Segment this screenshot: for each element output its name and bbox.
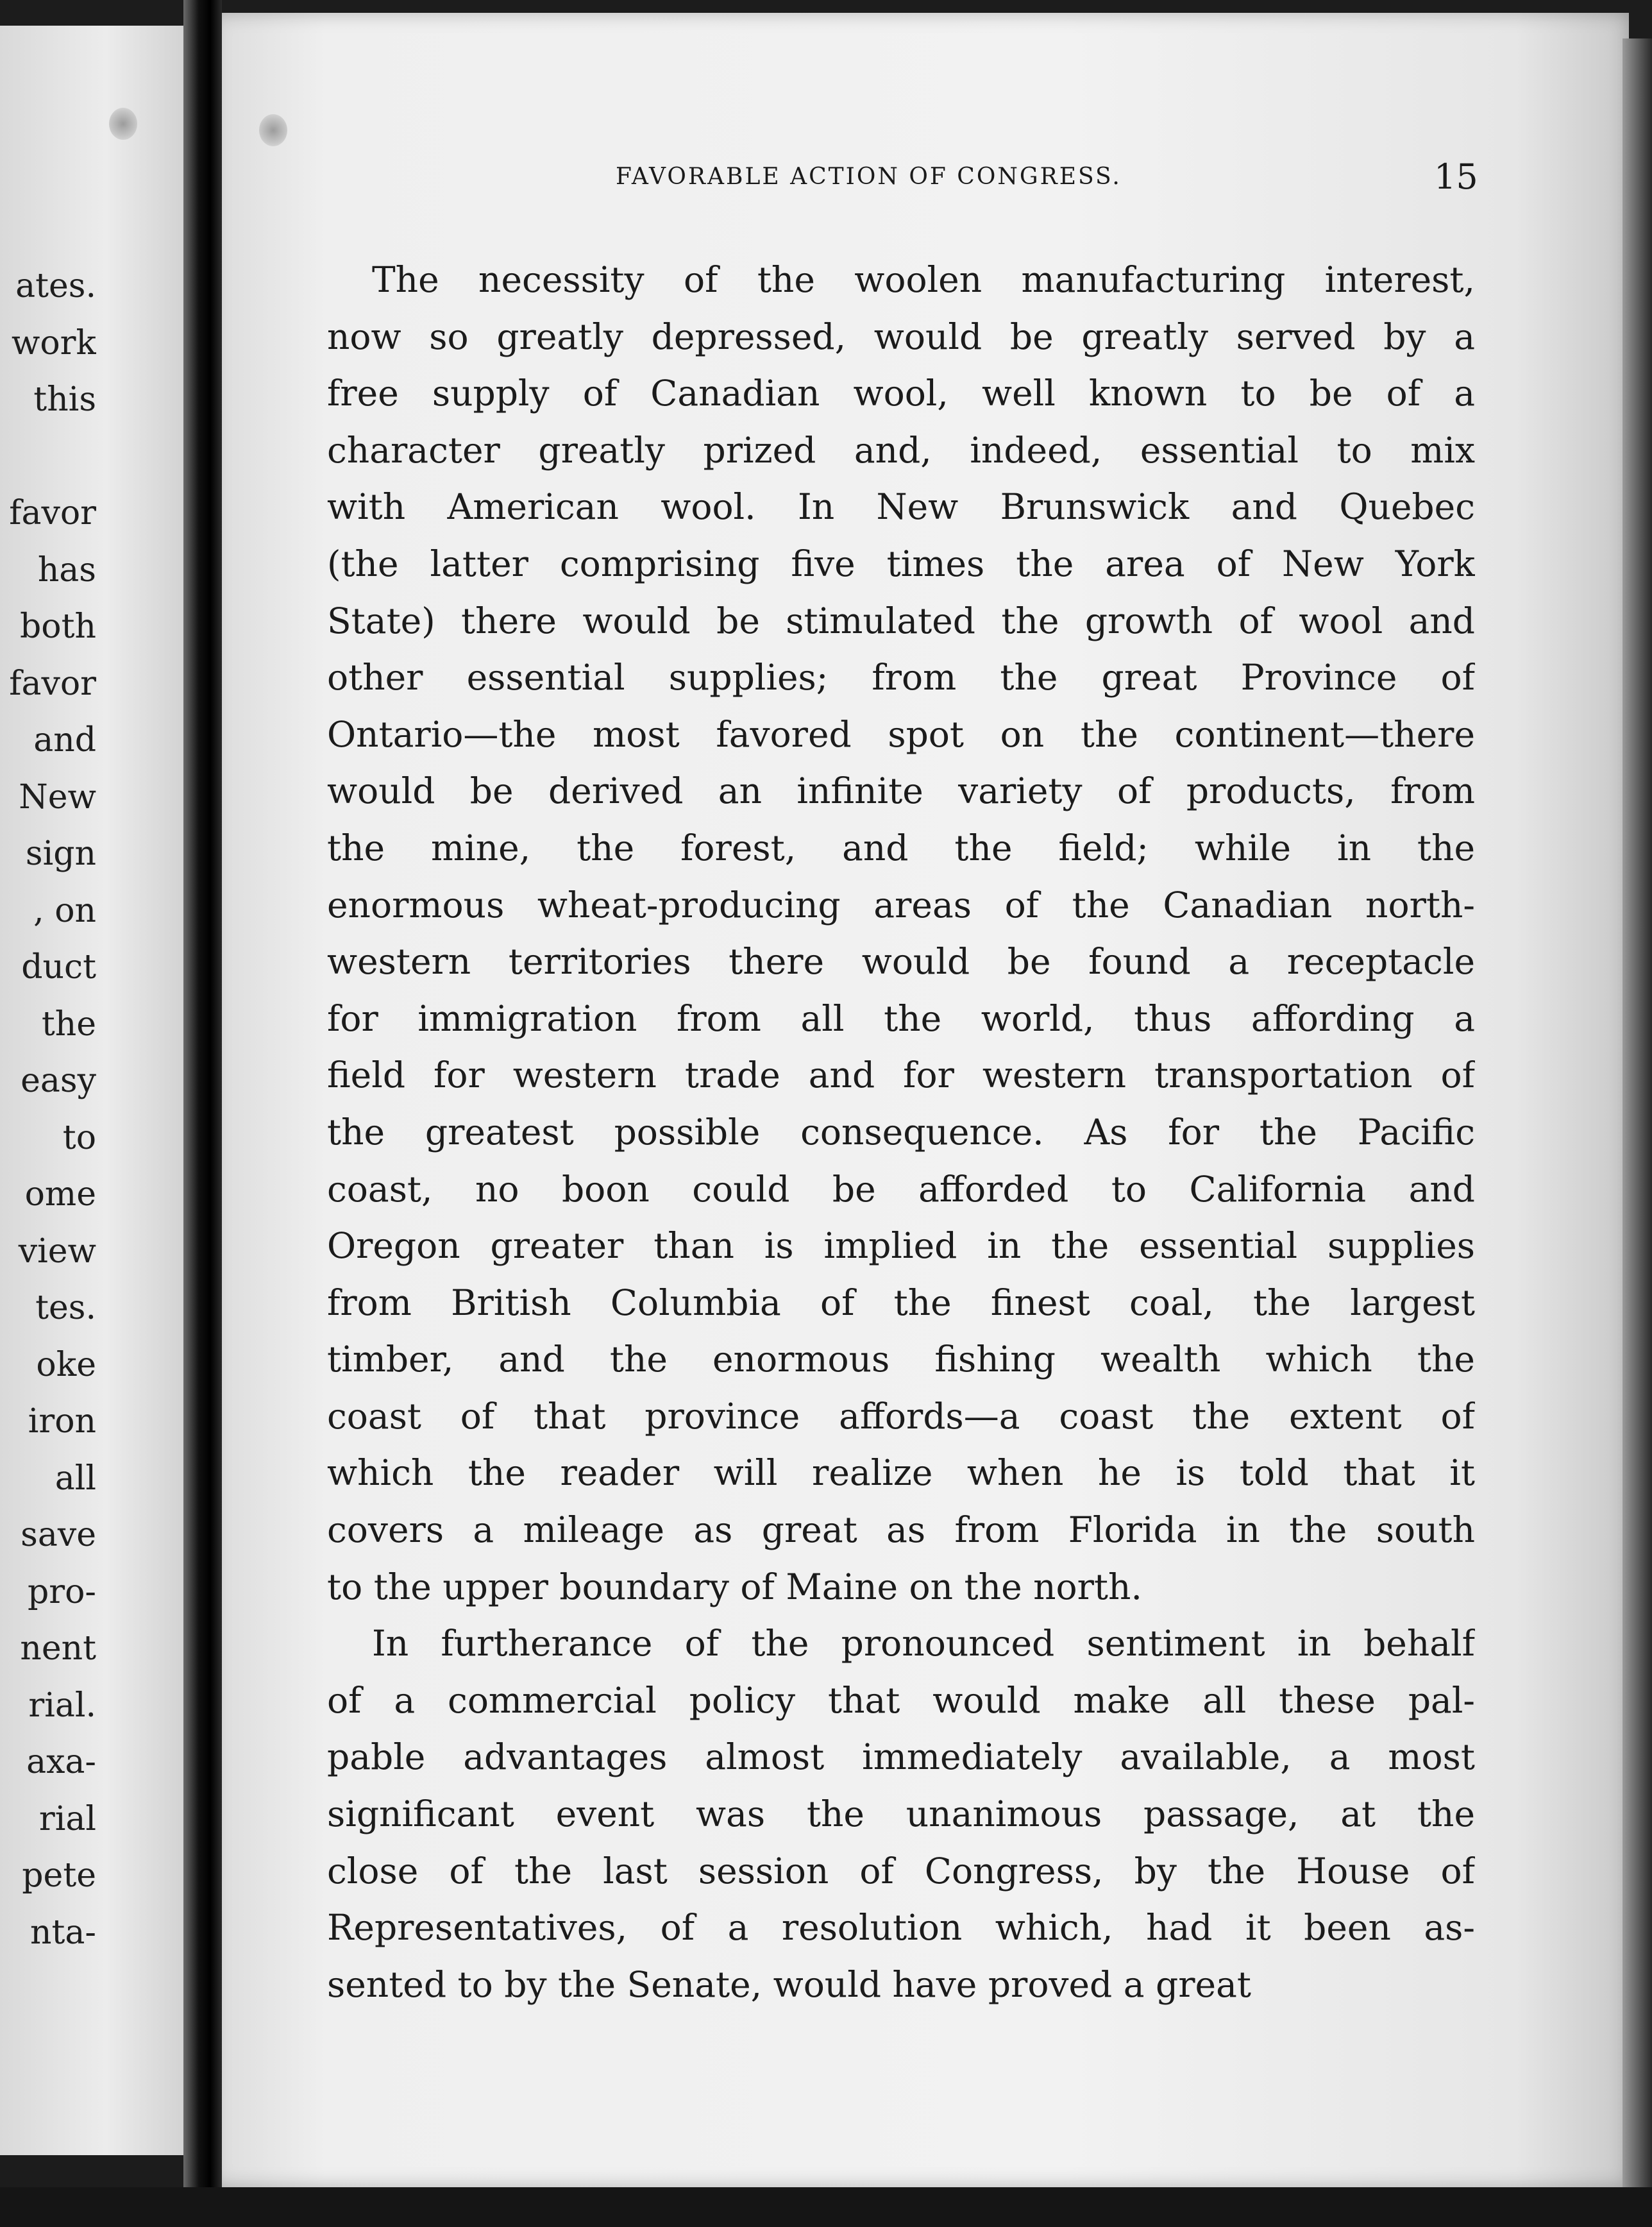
text-line: coast of that province affords—a coast the extent of <box>327 1395 1475 1437</box>
text-line: timber, and the enormous fishing wealth which the <box>327 1339 1475 1380</box>
facing-page-line: sign <box>25 834 96 873</box>
text-line: free supply of Canadian wool, well known to be of a <box>327 373 1475 414</box>
page-edge-shadow <box>1622 38 1652 2187</box>
text-line: significant event was the unanimous passage, at the <box>327 1793 1475 1835</box>
text-line: (the latter comprising five times the area of New York <box>327 543 1475 584</box>
facing-page-line: save <box>21 1516 96 1554</box>
facing-page-line: oke <box>36 1345 96 1384</box>
text-line: other essential supplies; from the great Province of <box>327 657 1475 699</box>
text-line: field for western trade and for western transportation of <box>327 1054 1475 1096</box>
facing-page-text <box>0 258 96 1961</box>
facing-page-line: favor <box>9 494 96 532</box>
facing-page-line: pete <box>22 1856 96 1895</box>
running-head: FAVORABLE ACTION OF CONGRESS. <box>616 164 1122 190</box>
facing-page-line: this <box>33 380 96 419</box>
facing-page-line: to <box>62 1118 96 1157</box>
text-line: Representatives, of a resolution which, had it been as- <box>327 1907 1475 1949</box>
facing-page-line <box>0 428 96 486</box>
facing-page-line: view <box>18 1232 96 1271</box>
text-line: covers a mileage as great as from Florida in the south <box>327 1509 1475 1551</box>
binding-hole-left <box>109 108 137 140</box>
text-line: Ontario—the most favored spot on the continent—there <box>327 713 1475 755</box>
text-line: The necessity of the woolen manufacturing interest, <box>372 259 1475 300</box>
facing-page-line: work <box>11 323 96 362</box>
facing-page-line: easy <box>21 1062 96 1100</box>
text-line: which the reader will realize when he is told that it <box>327 1452 1475 1494</box>
facing-page-line: duct <box>21 948 96 986</box>
text-line: the greatest possible consequence. As for the Pacific <box>327 1111 1475 1153</box>
book-gutter <box>183 0 222 2227</box>
body-text <box>327 251 1475 2013</box>
facing-page-line: iron <box>28 1402 96 1441</box>
facing-page-line: tes. <box>35 1289 96 1327</box>
text-line: Oregon greater than is implied in the essential supplies <box>327 1225 1475 1267</box>
text-line: the mine, the forest, and the field; while in the <box>327 827 1475 868</box>
facing-page <box>0 26 192 2155</box>
page-number: 15 <box>1434 157 1478 197</box>
facing-page-line: the <box>41 1004 96 1044</box>
text-line: would be derived an infinite variety of products, from <box>327 770 1475 812</box>
text-line: now so greatly depressed, would be greatly served by a <box>327 316 1475 357</box>
facing-page-line: nent <box>20 1629 96 1668</box>
text-line: enormous wheat-producing areas of the Canadian north- <box>327 884 1475 926</box>
bottom-edge-shadow <box>0 2187 1652 2227</box>
facing-page-line: and <box>33 721 96 759</box>
text-line: for immigration from all the world, thus affording a <box>327 997 1475 1039</box>
facing-page-line: both <box>20 607 96 646</box>
text-line: character greatly prized and, indeed, essential to mix <box>327 429 1475 471</box>
facing-page-line: ates. <box>15 267 96 305</box>
facing-page-line: favor <box>9 664 96 703</box>
text-line: State) there would be stimulated the growth of wool and <box>327 600 1475 641</box>
facing-page-line: axa- <box>26 1743 96 1781</box>
facing-page-line: all <box>55 1459 96 1498</box>
text-line: In furtherance of the pronounced sentiment in behalf <box>372 1623 1475 1664</box>
facing-page-line: ome <box>24 1175 96 1214</box>
facing-page-line: pro- <box>27 1572 96 1611</box>
facing-page-line: nta- <box>30 1913 96 1952</box>
facing-page-line: has <box>37 550 96 589</box>
facing-page-line: New <box>19 777 96 817</box>
facing-page-line: rial <box>38 1799 96 1838</box>
text-line: sented to by the Senate, would have proved a great <box>327 1963 1251 2005</box>
text-line: from British Columbia of the finest coal, the largest <box>327 1282 1475 1323</box>
binding-hole-right <box>259 114 287 146</box>
text-line: to the upper boundary of Maine on the north. <box>327 1566 1142 1607</box>
text-line: coast, no boon could be afforded to California and <box>327 1168 1475 1210</box>
text-line: western territories there would be found a receptacle <box>327 941 1475 983</box>
text-line: with American wool. In New Brunswick and Quebec <box>327 486 1475 528</box>
text-line: pable advantages almost immediately available, a most <box>327 1736 1475 1778</box>
text-line: close of the last session of Congress, by the House of <box>327 1850 1475 1892</box>
facing-page-line: , on <box>33 891 96 930</box>
text-line: of a commercial policy that would make all these pal- <box>327 1679 1475 1721</box>
facing-page-line: rial. <box>28 1686 96 1725</box>
